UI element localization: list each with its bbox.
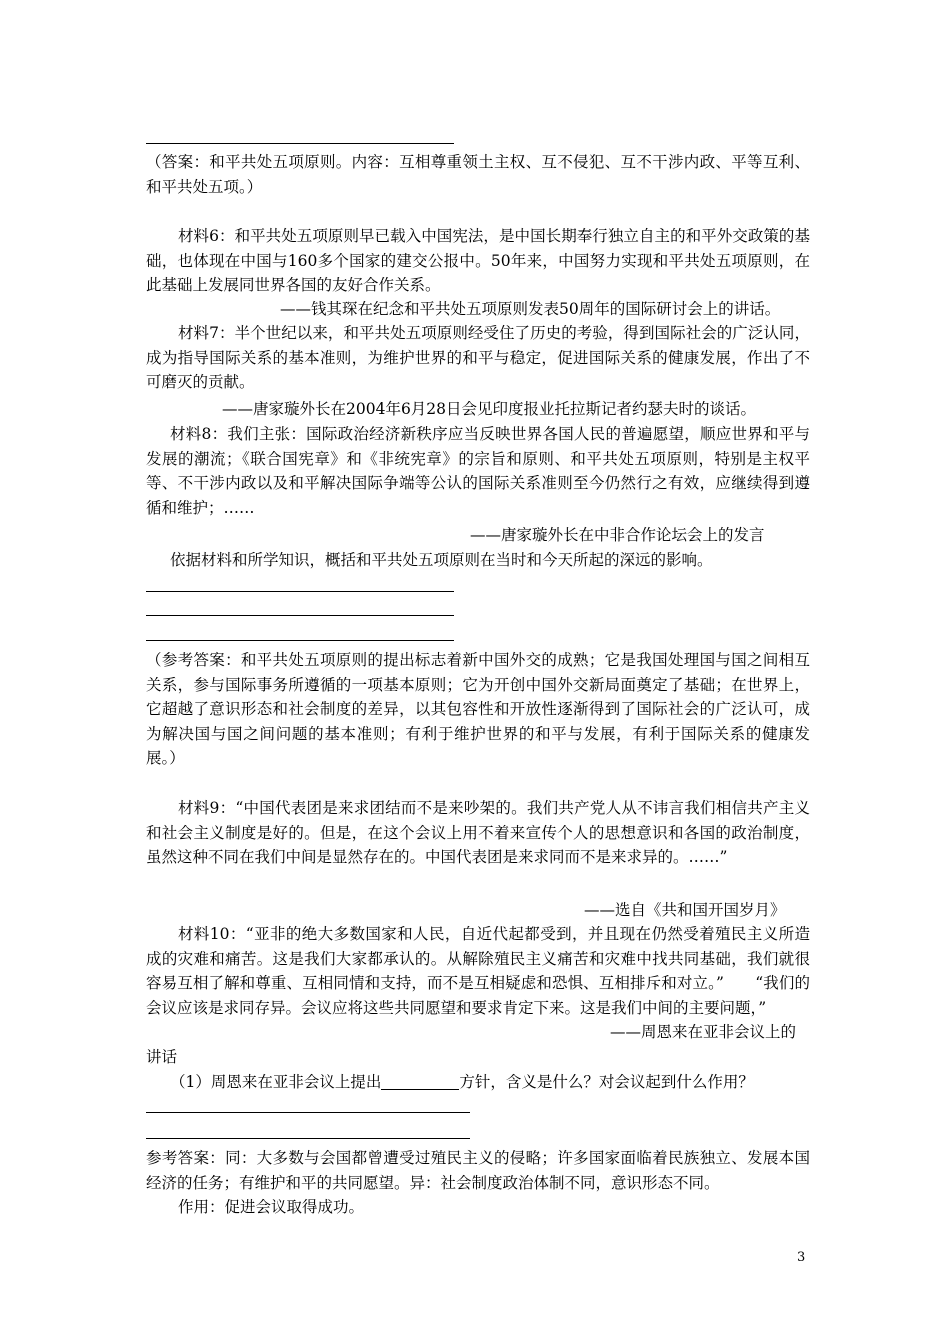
answer-3-effect: 作用：促进会议取得成功。 <box>178 1198 365 1216</box>
material-10-source: ——周恩来在亚非会议上的 <box>610 1023 797 1041</box>
answer-line <box>146 1138 470 1139</box>
material-10-source-cont: 讲话 <box>146 1048 178 1066</box>
answer-line <box>146 143 454 144</box>
material-9: 材料9：“中国代表团是来求团结而不是来吵架的。我们共产党人从不讳言我们相信共产主义和社会主义制度是好的。但是，在这个会议上用不着来宣传个人的思想意识和各国的政治制度，虽然这种不同在我们中间是显然存在的。中国代表团是来求同而不是来求异的。……” <box>146 799 810 866</box>
answer-line <box>146 591 454 592</box>
material-6-source: ——钱其琛在纪念和平共处五项原则发表50周年的国际研讨会上的讲话。 <box>280 300 781 318</box>
material-8: 材料8：我们主张：国际政治经济新秩序应当反映世界各国人民的普遍愿望，顺应世界和平与发展的潮流；《联合国宪章》和《非统宪章》的宗旨和原则、和平共处五项原则，特别是主权平等、不干涉内政以及和平解决国际争端等公认的国际关系准则至今仍然行之有效，应继续得到遵循和维护；…… <box>146 425 810 517</box>
answer-line <box>146 640 454 641</box>
material-7: 材料7：半个世纪以来，和平共处五项原则经受住了历史的考验，得到国际社会的广泛认同，成为指导国际关系的基本准则，为维护世界的和平与稳定，促进国际关系的健康发展，作出了不可磨灭的贡献。 <box>146 324 810 391</box>
answer-line <box>146 1112 470 1113</box>
answer-2: （参考答案：和平共处五项原则的提出标志着新中国外交的成熟；它是我国处理国与国之间相互关系，参与国际事务所遵循的一项基本原则；它为开创中国外交新局面奠定了基础；在世界上，它超越了意识形态和社会制度的差异，以其包容性和开放性逐渐得到了国际社会的广泛认可，成为解决国与国之间问题的基本准则；有利于维护世界的和平与发展，有利于国际关系的健康发展。） <box>146 651 810 767</box>
question-2: 依据材料和所学知识，概括和平共处五项原则在当时和今天所起的深远的影响。 <box>170 551 713 569</box>
material-7-source: ——唐家璇外长在2004年6月28日会见印度报业托拉斯记者约瑟夫时的谈话。 <box>222 400 757 418</box>
answer-1: （答案：和平共处五项原则。内容：互相尊重领土主权、互不侵犯、互不干涉内政、平等互利、和平共处五项。） <box>146 153 810 196</box>
answer-3: 参考答案：同：大多数与会国都曾遭受过殖民主义的侵略；许多国家面临着民族独立、发展本国经济的任务；有维护和平的共同愿望。异：社会制度政治体制不同，意识形态不同。 <box>146 1149 810 1192</box>
material-6: 材料6：和平共处五项原则早已载入中国宪法，是中国长期奉行独立自主的和平外交政策的基础，也体现在中国与160多个国家的建交公报中。50年来，中国努力实现和平共处五项原则，在此基础上发展同世界各国的友好合作关系。 <box>146 227 810 294</box>
material-10: 材料10：“亚非的绝大多数国家和人民，自近代起都受到，并且现在仍然受着殖民主义所造成的灾难和痛苦。这是我们大家都承认的。从解除殖民主义痛苦和灾难中找共同基础，我们就很容易互相了解和尊重、互相同情和支持，而不是互相疑虑和恐惧、互相排斥和对立。” “我们的会议应该是求同存异。会议应将这些共同愿望和要求肯定下来。这是我们中间的主要问题，” <box>146 925 810 1017</box>
answer-line <box>146 615 454 616</box>
page-number: 3 <box>797 1250 806 1265</box>
material-8-source: ——唐家璇外长在中非合作论坛会上的发言 <box>470 526 765 544</box>
question-3 <box>170 1070 754 1094</box>
question-3-part-b: 方针，含义是什么？对会议起到什么作用？ <box>459 1073 754 1091</box>
fill-blank[interactable] <box>381 1073 459 1090</box>
question-3-part-a: （1）周恩来在亚非会议上提出 <box>170 1073 382 1091</box>
material-9-source: ——选自《共和国开国岁月》 <box>584 901 786 919</box>
